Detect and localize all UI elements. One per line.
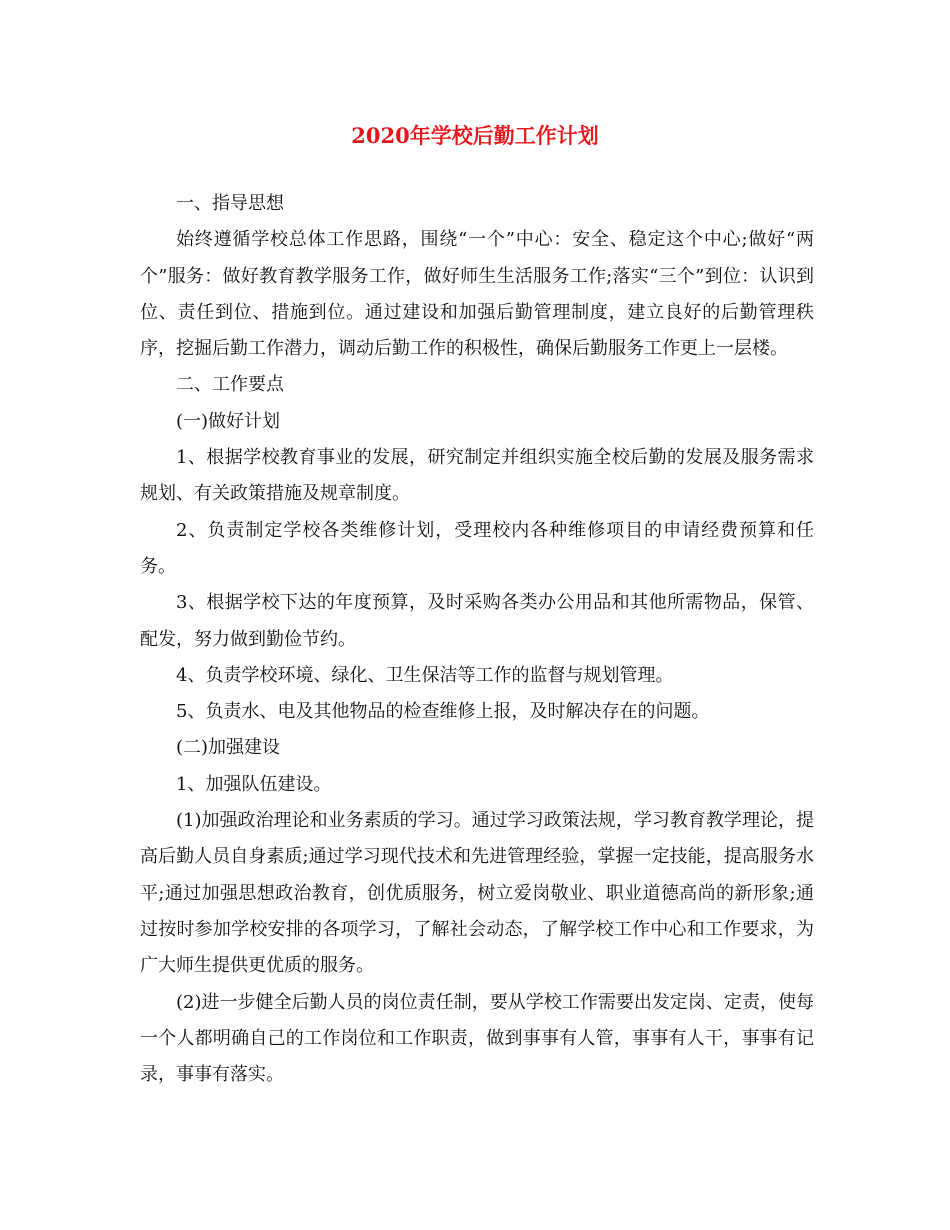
paragraph-guiding-ideology: 始终遵循学校总体工作思路，围绕“一个”中心：安全、稳定这个中心;做好“两个”服务：做好教育教学服务工作，做好师生生活服务工作;落实“三个”到位：认识到位、责任到位、措施到位。通过建设和加强后勤管理制度，建立良好的后勤管理秩序，挖掘后勤工作潜力，调动后勤工作的积极性，确保后勤服务工作更上一层楼。 bbox=[140, 229, 814, 360]
section-heading-work-points: 二、工作要点 bbox=[176, 374, 284, 396]
list-item-planning-4: 4、负责学校环境、绿化、卫生保洁等工作的监督与规划管理。 bbox=[176, 664, 674, 686]
list-item-planning-2: 2、负责制定学校各类维修计划，受理校内各种维修项目的申请经费预算和任务。 bbox=[140, 519, 814, 577]
paragraph-construction-1-2: (2)进一步健全后勤人员的岗位责任制，要从学校工作需要出发定岗、定责，使每一个人都明确自己的工作岗位和工作职责，做到事事有人管，事事有人干，事事有记录，事事有落实。 bbox=[140, 991, 814, 1086]
list-item-planning-1: 1、根据学校教育事业的发展，研究制定并组织实施全校后勤的发展及服务需求规划、有关政策措施及规章制度。 bbox=[140, 447, 814, 505]
list-item-planning-3: 3、根据学校下达的年度预算，及时采购各类办公用品和其他所需物品，保管、配发，努力做到勤俭节约。 bbox=[140, 592, 814, 650]
list-item-construction-1: 1、加强队伍建设。 bbox=[176, 773, 332, 795]
subsection-heading-construction: (二)加强建设 bbox=[176, 737, 281, 759]
section-heading-guiding-ideology: 一、指导思想 bbox=[176, 193, 284, 214]
paragraph-construction-1-1: (1)加强政治理论和业务素质的学习。通过学习政策法规，学习教育教学理论，提高后勤人员自身素质;通过学习现代技术和先进管理经验，掌握一定技能，提高服务水平;通过加强思想政治教育，创优质服务，树立爱岗敬业、职业道德高尚的新形象;通过按时参加学校安排的各项学习，了解社会动态，了解学校工作中心和工作要求，为广大师生提供更优质的服务。 bbox=[140, 810, 814, 977]
subsection-heading-planning: (一)做好计划 bbox=[176, 410, 281, 432]
list-item-planning-5: 5、负责水、电及其他物品的检查维修上报，及时解决存在的问题。 bbox=[176, 701, 710, 723]
document-title: 2020年学校后勤工作计划 bbox=[351, 123, 599, 148]
document-body bbox=[140, 186, 814, 1093]
